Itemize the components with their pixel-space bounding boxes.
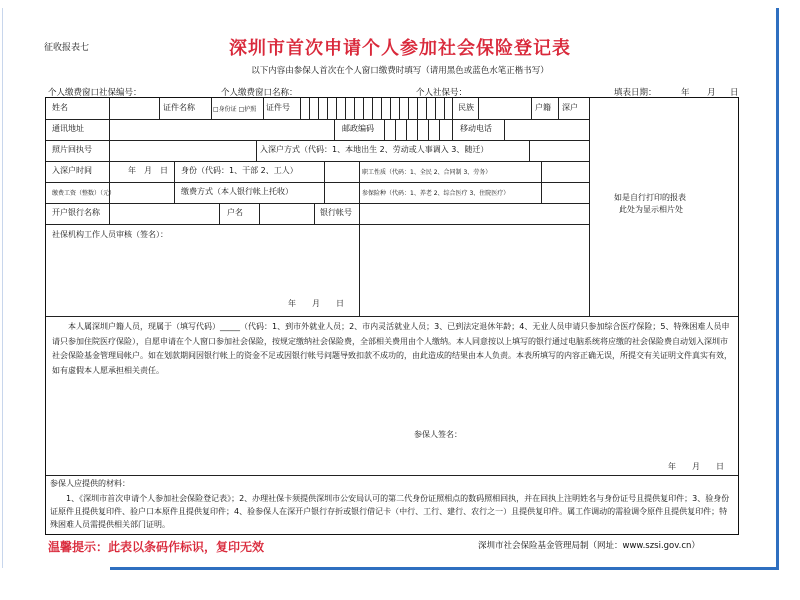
fill-date-label: 填表日期： (614, 88, 657, 98)
entry-date: 年 月 日 (128, 166, 168, 175)
postcode-boxes (395, 119, 450, 140)
postcode-label: 邮政编码 (342, 124, 374, 133)
window-name-label: 个人缴费窗口名称： (221, 88, 298, 98)
entry-method-label: 入深户方式（代码：1、本地出生 2、劳动或人事调入 3、随迁） (260, 145, 489, 154)
entry-time-label: 入深户时间 (52, 166, 92, 175)
id-number-boxes (300, 98, 450, 119)
hukou-label: 户籍 (535, 103, 551, 112)
page-frame-left (2, 8, 3, 568)
fill-date-month: 月 (707, 88, 716, 98)
page-subtitle: 以下内容由参保人首次在个人窗口缴费时填写（请用黑色或蓝色水笔正楷书写） (251, 66, 549, 76)
signature-label: 参保人签名： (414, 430, 462, 439)
photo-note-2: 此处为显示相片处 (619, 205, 683, 214)
review-date: 年 月 日 (288, 299, 344, 308)
page-title: 深圳市首次申请个人参加社会保险登记表 (229, 38, 571, 59)
account-number-label: 银行帐号 (320, 208, 352, 217)
occupation-label: 职工性质（代码：1、全民 2、合同制 3、劳务） (362, 169, 492, 176)
photo-note-1: 如是自行打印的报表 (614, 193, 686, 202)
page-frame-bottom (110, 567, 779, 570)
ethnicity-label: 民族 (458, 103, 474, 112)
id-type-options: □身份证 □护照 (213, 106, 257, 113)
personal-number-label: 个人社保号： (416, 88, 468, 98)
hukou-value: 深户 (562, 103, 578, 112)
insurance-type-label: 参保险种（代码：1、养老 2、综合医疗 3、住院医疗） (362, 190, 510, 197)
materials-title: 参保人应提供的材料： (50, 479, 130, 488)
account-name-label: 户名 (227, 208, 243, 217)
fill-date-year: 年 (681, 88, 690, 98)
pay-method-label: 缴费方式（本人银行帐上托收） (181, 187, 293, 196)
name-label: 姓名 (52, 103, 68, 112)
form-code: 征收报表七 (44, 43, 90, 53)
base-salary-label: 缴费工资（整数）（元） (52, 190, 116, 197)
id-number-label: 证件号 (266, 103, 290, 112)
warning-notice: 温馨提示：此表以条码作标识，复印无效 (48, 540, 265, 554)
page-frame-right (776, 8, 779, 570)
window-number-label: 个人缴费窗口社保编号： (48, 88, 142, 98)
declaration-text: 本人属深圳户籍人员，现属于（填写代码）_____（代码：1、到市外就业人员；2、市内灵活就业人员；3、已到法定退休年龄；4、无业人员申请只参加综合医疗保险；5、特殊困难人员申请只参加住院医疗保险），自愿申请在个人窗口参加社会保险，按规定缴纳社会保险费，全部相关费用由个人缴纳。本人同意按以上填写的银行通过电脑系统将应缴的社会保险费自动划入深圳市社会保险基金管理局帐户。如在划款期间因银行帐上的资金不足或因银行帐号问题导致扣款不成功的，由此造成的结果由本人负责。本表所填写的内容正确无误，所提交有关证明文件真实有效，如有虚假本人愿承担相关责任。 (52, 322, 732, 375)
materials-text: 1、《深圳市首次申请个人参加社会保险登记表》；2、办理社保卡须提供深圳市公安局认可的第二代身份证照相点的数码照相回执，并在回执上注明姓名与身份证号且提供复印件；3、验身份证原件且提供复印件、验户口本原件且提供复印件；4、验参保人在深开户银行存折或银行借记卡（中行、工行、建行、农行之一）且提供复印件。属工作调动的需验调令原件且提供复印件；特殊困难人员需提供相关部门证明。 (50, 494, 730, 529)
identity-label: 身份（代码：1、干部 2、工人） (181, 166, 298, 175)
signature-date: 年 月 日 (668, 462, 724, 471)
review-label: 社保机构工作人员审核（签名）： (52, 230, 168, 239)
registration-form (45, 97, 739, 535)
mobile-label: 移动电话 (460, 124, 492, 133)
address-label: 通讯地址 (52, 124, 84, 133)
bank-label: 开户银行名称 (52, 208, 100, 217)
receipt-label: 照片回执号 (52, 145, 92, 154)
id-type-label: 证件名称 (163, 103, 195, 112)
fill-date-day: 日 (730, 88, 739, 98)
footer-organization: 深圳市社会保险基金管理局制（网址：www.szsi.gov.cn） (478, 541, 700, 551)
